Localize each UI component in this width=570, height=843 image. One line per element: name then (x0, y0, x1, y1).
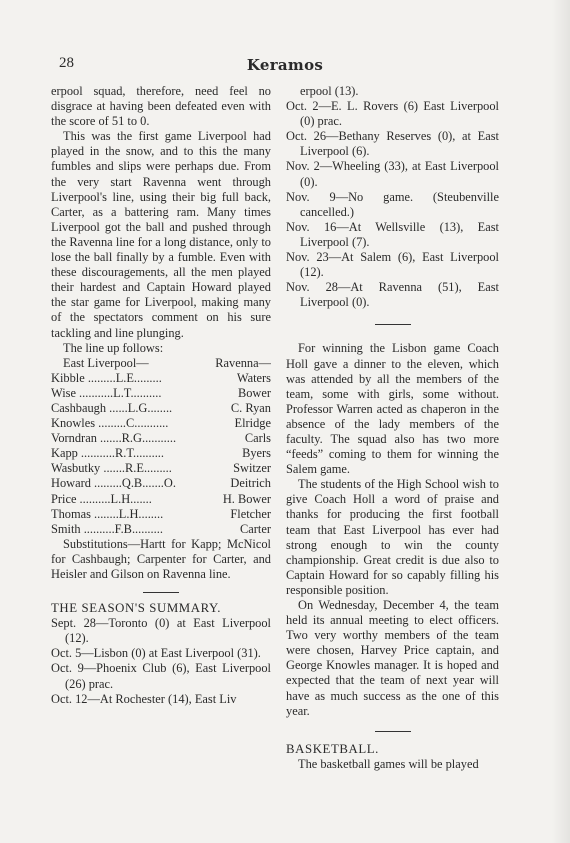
summary-entry: Oct. 12—At Rochester (14), East Liv (51, 691, 237, 706)
lineup-team-right: Ravenna— (215, 355, 271, 370)
summary-entry: Nov. 9—No game. (Steubenville cancelled.) (286, 189, 499, 219)
lineup-row (51, 492, 271, 507)
paragraph: This was the first game Liverpool had played in the snow, and to this the many fumbles and slips were perhaps due. From the very start Ravenna went through Liverpool's line, using their big full back, Carter, as a battering ram. Many times Liverpool got the ball and pushed through the Ravenna line for a long distance, only to lose the ball finally by a fumble. Even with these discouragements, all the men played their hardest and Captain Howard played the star game for Liverpool, making many of the spectators comment on his sure tackling and line plunging. (51, 129, 271, 340)
season-summary-continued (286, 84, 499, 310)
lineup-opponent: H. Bower (222, 491, 271, 506)
paragraph: For winning the Lisbon game Coach Holl gave a dinner to the eleven, which was attended by all the members of the team, some with girls, some without. Professor Warren acted as chaperon in the absence of the lady members of the faculty. The squad also has two more “feeds” coming to them for winning the Salem game. (286, 341, 499, 477)
lineup-team-left: East Liverpool— (63, 355, 149, 370)
lineup-position: Cashbaugh ......L.G........ (51, 400, 173, 415)
substitutions: Substitutions—Hartt for Kapp; McNicol for Cashbaugh; Carpenter for Carter, and Heisler and Gilson on Ravenna line. (51, 536, 271, 581)
paragraph: The basketball games will be played (298, 756, 479, 771)
lineup-position: Knowles .........C........... (51, 416, 169, 431)
lineup-opponent: C. Ryan (230, 400, 271, 415)
lineup-header (51, 356, 271, 371)
section-divider (143, 592, 179, 593)
summary-entry: Oct. 5—Lisbon (0) at East Liverpool (31). (51, 646, 261, 661)
summary-entry: Nov. 2—Wheeling (33), at East Liverpool (0). (286, 159, 499, 189)
running-head-title: Keramos (246, 56, 324, 74)
lineup-row (51, 431, 271, 446)
lineup-row (51, 401, 271, 416)
lineup-row (51, 446, 271, 461)
section-divider (375, 324, 411, 325)
section-title-season-summary: THE SEASON'S SUMMARY. (51, 601, 222, 616)
lineup-position: Howard .........Q.B.......O. (51, 476, 176, 491)
summary-entry: Nov. 23—At Salem (6), East Liverpool (12). (286, 250, 499, 280)
lineup-opponent: Carls (244, 431, 271, 446)
lineup-opponent: Deitrich (230, 476, 271, 491)
lineup-position: Smith ..........F.B.......... (51, 521, 163, 536)
lineup-position: Wasbutky .......R.E......... (51, 461, 172, 476)
lineup-opponent: Switzer (233, 461, 271, 476)
lineup-opponent: Bower (237, 385, 271, 400)
lineup-position: Kibble .........L.E......... (51, 370, 162, 385)
page-edge-shadow (552, 0, 570, 843)
season-summary-list (51, 616, 271, 707)
lineup-table (51, 371, 271, 537)
lineup-position: Kapp ...........R.T.......... (51, 446, 164, 461)
summary-entry: Sept. 28—Toronto (0) at East Liverpool (12). (51, 616, 271, 646)
summary-entry: Oct. 2—E. L. Rovers (6) East Liverpool (0) prac. (286, 99, 499, 129)
lineup-opponent: Elridge (234, 416, 271, 431)
left-column (51, 84, 271, 707)
section-divider (375, 731, 411, 732)
paragraph: On Wednesday, December 4, the team held its annual meeting to elect officers. Two very worthy members of the team were chosen, Harvey Price captain, and George Knowles manager. It is hoped and expected that the team of next year will have as much success as the one of this year. (286, 598, 499, 718)
lineup-row (51, 507, 271, 522)
lineup-position: Vorndran .......R.G........... (51, 431, 177, 446)
summary-entry: erpool (13). (300, 84, 359, 98)
lineup-intro: The line up follows: (63, 340, 164, 355)
page-number: 28 (59, 55, 74, 71)
paragraph: The students of the High School wish to give Coach Holl a word of praise and thanks for producing the first football team that East Liverpool has ever had strong enough to win the county championship. Great credit is due also to Captain Howard for so capably filling his responsible position. (286, 477, 499, 597)
summary-entry: Oct. 9—Phoenix Club (6), East Liverpool (26) prac. (51, 661, 271, 691)
lineup-position: Price ..........L.H....... (51, 491, 152, 506)
lineup-opponent: Fletcher (230, 506, 271, 521)
lineup-position: Wise ...........L.T.......... (51, 385, 162, 400)
lineup-row (51, 416, 271, 431)
lineup-opponent: Byers (242, 446, 271, 461)
lineup-position: Thomas ........L.H........ (51, 506, 164, 521)
lineup-row (51, 476, 271, 491)
lineup-opponent: Carter (240, 521, 271, 536)
summary-entry: Oct. 26—Bethany Reserves (0), at East Liverpool (6). (286, 129, 499, 159)
summary-entry: Nov. 16—At Wellsville (13), East Liverpool (7). (286, 219, 499, 249)
lineup-opponent: Waters (236, 370, 271, 385)
paragraph: erpool squad, therefore, need feel no disgrace at having been defeated even with the score of 51 to 0. (51, 84, 271, 129)
right-column (286, 84, 499, 772)
lineup-row (51, 386, 271, 401)
section-title-basketball: BASKETBALL. (286, 741, 379, 756)
lineup-row (51, 522, 271, 537)
lineup-row (51, 371, 271, 386)
summary-entry: Nov. 28—At Ravenna (51), East Liverpool (0). (286, 280, 499, 310)
lineup-row (51, 461, 271, 476)
